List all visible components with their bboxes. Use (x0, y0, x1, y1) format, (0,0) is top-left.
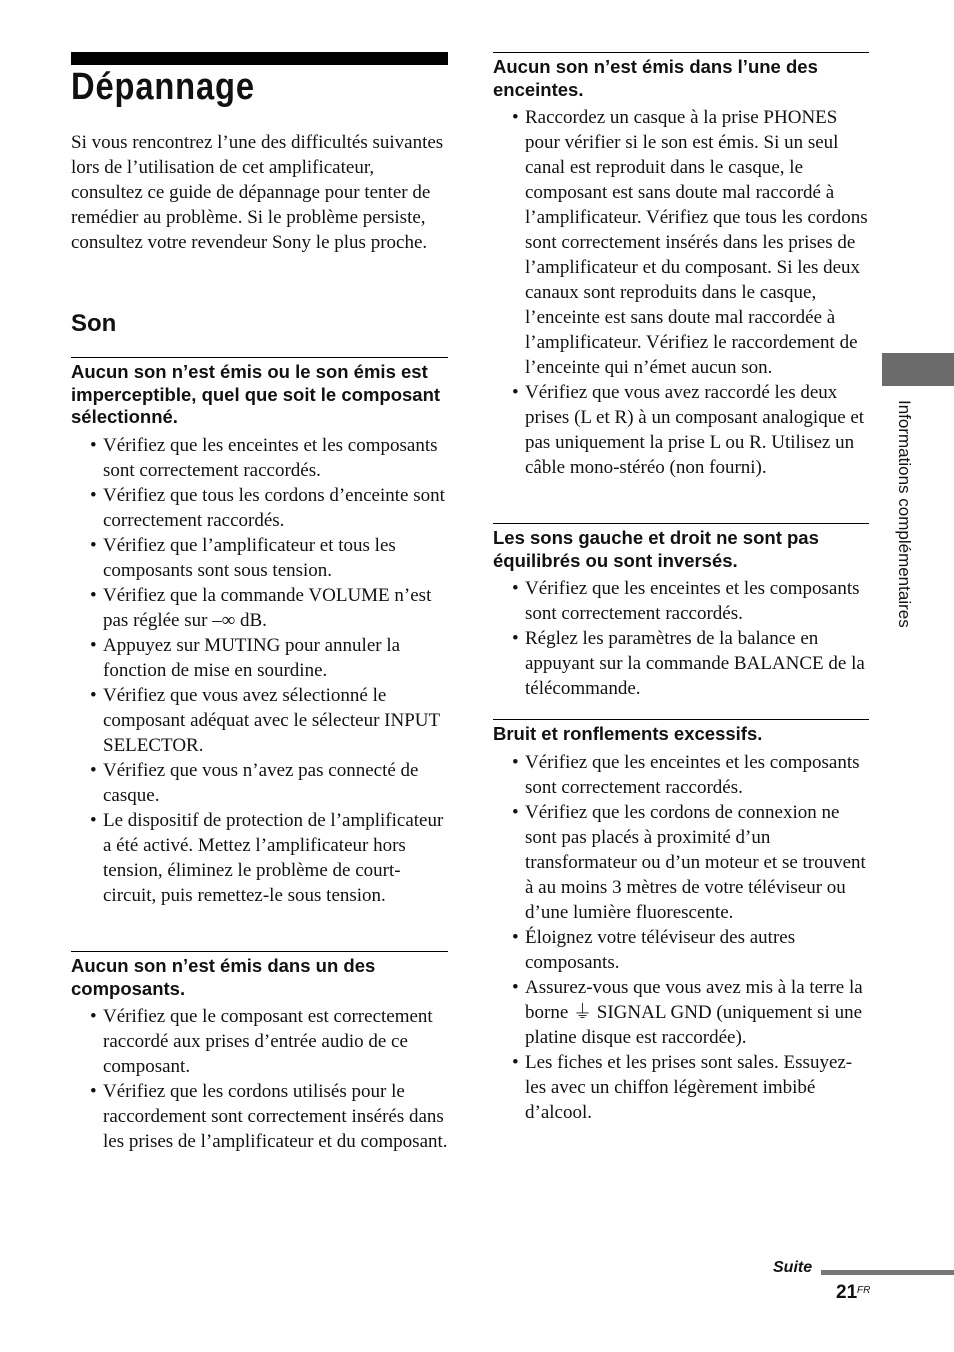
list-item: • Vérifiez que vous n’avez pas connecté de casque. (71, 758, 448, 808)
block-heading: Bruit et ronflements excessifs. (493, 719, 869, 746)
list-item: • Vérifiez que les enceintes et les composants sont correctement raccordés. (493, 576, 869, 626)
list-item: • Appuyez sur MUTING pour annuler la fonction de mise en sourdine. (71, 633, 448, 683)
bullet-list (71, 1004, 448, 1154)
continued-label: Suite (773, 1259, 813, 1276)
list-item: • Vérifiez que la commande VOLUME n’est pas réglée sur –∞ dB. (71, 583, 448, 633)
block-heading: Les sons gauche et droit ne sont pas équilibrés ou sont inversés. (493, 523, 869, 572)
block-heading: Aucun son n’est émis dans un des composants. (71, 951, 448, 1000)
bullet-list (71, 433, 448, 908)
bullet-list (493, 576, 869, 701)
list-item: • Éloignez votre téléviseur des autres composants. (493, 925, 869, 975)
list-item: • Vérifiez que les cordons utilisés pour le raccordement sont correctement insérés dans les prises de l’amplificateur et du composant. (71, 1079, 448, 1154)
list-item: • Assurez-vous que vous avez mis à la terre la borne ⏚ SIGNAL GND (uniquement si une platine disque est raccordée). (493, 975, 869, 1050)
side-section-label: Informations complémentaires (895, 400, 914, 628)
page-language-suffix: FR (857, 1285, 871, 1296)
list-item: • Vérifiez que les enceintes et les composants sont correctement raccordés. (493, 750, 869, 800)
block-heading: Aucun son n’est émis dans l’une des enceintes. (493, 52, 869, 101)
list-item: • Vérifiez que tous les cordons d’enceinte sont correctement raccordés. (71, 483, 448, 533)
list-item: • Le dispositif de protection de l’amplificateur a été activé. Mettez l’amplificateur hors tension, éliminez le problème de court-circuit, puis remettez-le sous tension. (71, 808, 448, 908)
section-tab-marker (882, 353, 954, 386)
list-item: • Vérifiez que vous avez sélectionné le composant adéquat avec le sélecteur INPUT SELECTOR. (71, 683, 448, 758)
page-title: Dépannage (71, 66, 255, 108)
list-item: • Vérifiez que l’amplificateur et tous les composants sont sous tension. (71, 533, 448, 583)
continued-line (821, 1270, 954, 1275)
list-item: • Les fiches et les prises sont sales. Essuyez-les avec un chiffon légèrement imbibé d’alcool. (493, 1050, 869, 1125)
troubleshoot-block (493, 52, 869, 480)
troubleshoot-block (493, 523, 869, 701)
bullet-list (493, 105, 869, 480)
troubleshoot-block (71, 951, 448, 1154)
page-number: 21 (836, 1282, 858, 1303)
block-heading: Aucun son n’est émis ou le son émis est imperceptible, quel que soit le composant sélectionné. (71, 357, 448, 429)
intro-paragraph: Si vous rencontrez l’une des difficultés suivantes lors de l’utilisation de cet amplificateur, consultez ce guide de dépannage pour tenter de remédier au problème. Si le problème persiste, consultez votre revendeur Sony le plus proche. (71, 132, 444, 253)
section-title: Son (71, 310, 117, 337)
list-item: • Raccordez un casque à la prise PHONES pour vérifier si le son est émis. Si un seul canal est reproduit dans le casque, le composant est sans doute mal raccordé à l’amplificateur. Vérifiez que tous les cordons sont correctement insérés dans les prises de l’amplificateur et du composant. Si les deux canaux sont reproduits dans le casque, l’enceinte est sans doute mal raccordée à l’amplificateur. Vérifiez le raccordement de l’enceinte qui n’émet aucun son. (493, 105, 869, 380)
list-item: • Vérifiez que les cordons de connexion ne sont pas placés à proximité d’un transformateur ou d’un moteur et se trouvent à au moins 3 mètres de votre téléviseur ou d’une lumière fluorescente. (493, 800, 869, 925)
list-item: • Réglez les paramètres de la balance en appuyant sur la commande BALANCE de la télécommande. (493, 626, 869, 701)
list-item: • Vérifiez que vous avez raccordé les deux prises (L et R) à un composant analogique et pas uniquement la prise L ou R. Utilisez un câble mono-stéréo (non fourni). (493, 380, 869, 480)
troubleshoot-block (493, 719, 869, 1125)
list-item: • Vérifiez que le composant est correctement raccordé aux prises d’entrée audio de ce composant. (71, 1004, 448, 1079)
list-item: • Vérifiez que les enceintes et les composants sont correctement raccordés. (71, 433, 448, 483)
troubleshoot-block (71, 357, 448, 908)
bullet-list (493, 750, 869, 1125)
